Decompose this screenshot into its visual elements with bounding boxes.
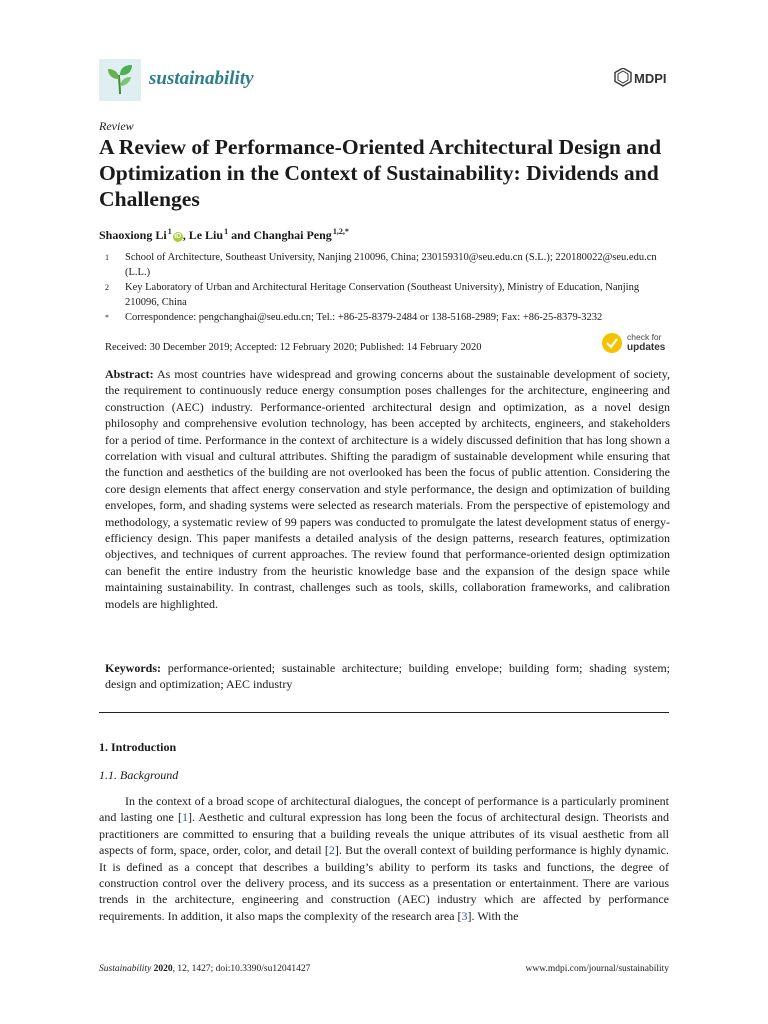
footer-journal: Sustainability — [99, 964, 152, 974]
journal-logo-icon — [99, 59, 141, 101]
abstract-text: As most countries have widespread and growing concerns about the sustainable development of society, the requirement to continuously reduce energy consumption poses challenges for the architecture, engineering and construction (AEC) industry. Performance-oriented architectural design and optimization, as a novel design philosophy and comprehensive evolution technology, has been accepted by architects, engineers, and stakeholders for a period of time. Performance in the context of architecture is a widely discussed definition that has long shown a correlation with visual and cultural attributes. Shifting the paradigm of sustainable development while ensuring that the function and aesthetics of the building are not overlooked has been the focus of public attention. Considering the core design elements that affect energy conservation and style performance, the design and optimization of building envelopes, form, and shading systems were selected as research materials. From the perspective of epistemology and methodology, a systematic review of 99 papers was conducted to promulgate the latest development status of energy-efficiency design. This paper manifests a detailed analysis of the design patterns, research features, optimization objectives, and techniques of current approaches. The review found that performance-oriented design optimization can benefit the entire industry from the heuristic knowledge base and the expansion of the design space while maintaining sustainability. In contrast, challenges such as tools, skills, collaboration frameworks, and calibration models are highlighted. — [105, 367, 670, 611]
author-separator: and — [228, 228, 254, 242]
article-type: Review — [99, 119, 134, 133]
mdpi-logo-text: MDPI — [634, 71, 667, 86]
author-separator: , — [182, 228, 189, 242]
affiliation-text: School of Architecture, Southeast University, Nanjing 210096, China; 230159310@seu.edu.cn (S.L.); 220180022@seu.edu.cn (L.L.) — [125, 252, 657, 278]
paragraph-text: ]. But the overall context of building performance is highly dynamic. It is defined as a concept that describes a building’s ability to perform its tasks and functions, the degree of construction control over the delivery process, and its success as a presentation or entertainment. There are various trends in the architecture, engineering and construction (AEC) industry which are affected by performance requirements. In addition, it also maps the complexity of the research area [ — [99, 843, 670, 923]
footer-citation-rest: , 12, 1427; doi:10.3390/su12041427 — [172, 964, 311, 974]
affiliation — [105, 280, 675, 310]
author-list — [99, 227, 349, 243]
check-for-updates-icon — [602, 333, 622, 353]
citation-link[interactable]: 1 — [181, 810, 188, 825]
article-title: A Review of Performance-Oriented Architectural Design and Optimization in the Context of Sustainability: Dividends and Challenges — [99, 135, 662, 211]
mdpi-logo-icon — [614, 68, 670, 95]
author-name[interactable]: Changhai Peng — [253, 228, 332, 242]
keywords-text: performance-oriented; sustainable architecture; building envelope; building form; shading system; design and optimization; AEC industry — [105, 661, 670, 692]
affiliation-mark: 1 — [105, 253, 109, 262]
author-affiliation-mark: 1,2,* — [332, 227, 349, 236]
subsection-heading: 1.1. Background — [99, 768, 179, 782]
footer-url-link[interactable]: www.mdpi.com/journal/sustainability — [525, 964, 669, 974]
abstract-label: Abstract: — [105, 367, 154, 381]
orcid-icon[interactable]: iD — [174, 233, 182, 240]
author-name[interactable]: Le Liu — [188, 228, 224, 242]
check-for-updates-line2: updates — [627, 342, 666, 353]
check-for-updates-line1: check for — [627, 332, 662, 342]
publication-dates: Received: 30 December 2019; Accepted: 12 February 2020; Published: 14 February 2020 — [105, 342, 482, 353]
paragraph-text: ]. Aesthetic and cultural expression has long been the focus of architectural design. Theorists and practitioners are committed to ensuring that a building reveals the unique attributes of its visual aesthetic from all aspects of form, space, order, color, and detail [ — [99, 810, 669, 858]
footer-citation — [99, 964, 310, 974]
affiliation-text: Key Laboratory of Urban and Architectural Heritage Conservation (Southeast University), Ministry of Education, Nanjing 210096, China — [125, 282, 640, 308]
paragraph-text: ]. With the — [467, 908, 519, 923]
section-divider — [99, 712, 669, 713]
body-paragraph — [99, 793, 669, 924]
author-affiliation-mark: 1 — [224, 227, 229, 236]
citation-link[interactable]: 3 — [461, 908, 468, 923]
check-for-updates-button[interactable] — [602, 332, 672, 356]
paragraph-text: In the context of a broad scope of architectural dialogues, the concept of performance is a particularly prominent and lasting one [ — [99, 794, 669, 825]
correspondence — [105, 310, 675, 325]
author-name[interactable]: Shaoxiong Li — [99, 228, 167, 242]
footer-year: 2020 — [153, 964, 173, 974]
affiliation — [105, 250, 675, 280]
section-heading: 1. Introduction — [99, 740, 177, 754]
correspondence-text: Correspondence: pengchanghai@seu.edu.cn; Tel.: +86-25-8379-2484 or 138-5168-2989; Fax: +86-25-8379-3232 — [125, 312, 603, 323]
journal-name: sustainability — [149, 68, 254, 89]
keywords-label: Keywords: — [105, 661, 161, 675]
author-affiliation-mark: 1 — [167, 227, 172, 236]
citation-link[interactable]: 2 — [328, 843, 335, 858]
affiliation-mark: * — [105, 313, 109, 322]
affiliation-mark: 2 — [105, 283, 109, 292]
keywords — [105, 660, 670, 693]
abstract — [105, 366, 670, 612]
